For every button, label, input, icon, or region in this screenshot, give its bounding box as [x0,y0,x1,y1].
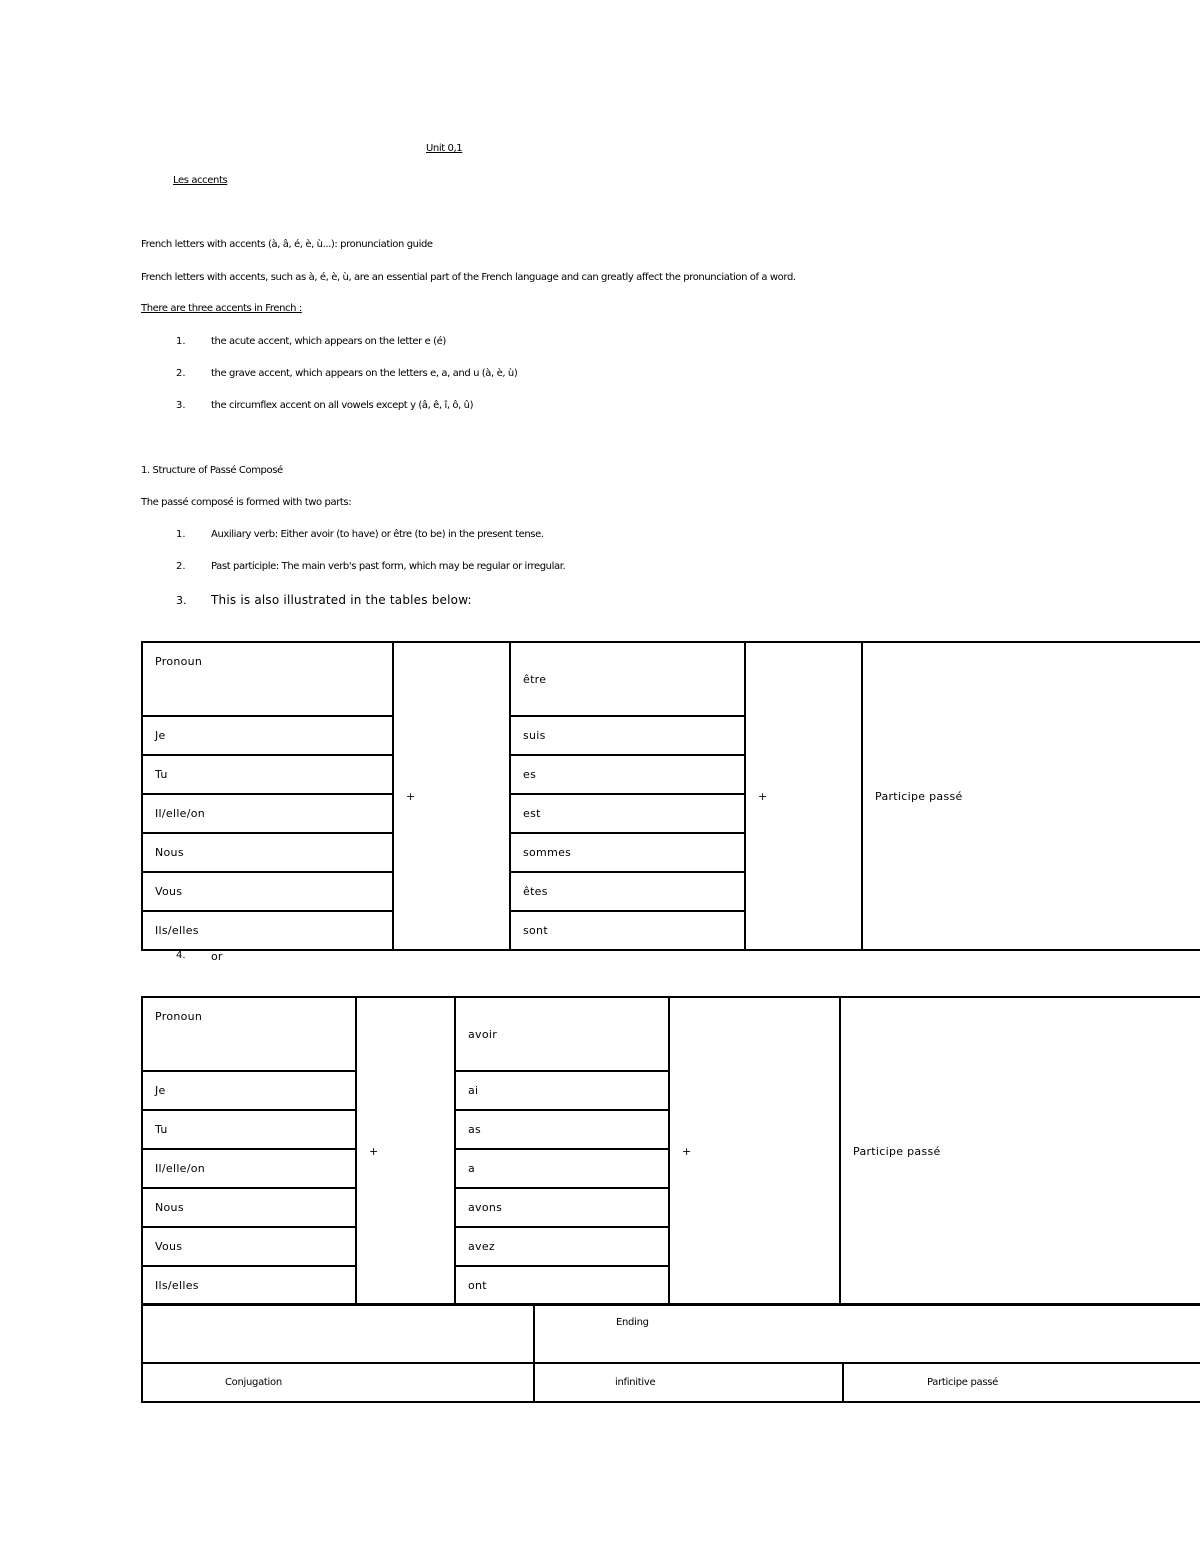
pronoun-cell: Ils/elles [142,1266,356,1305]
verb-form-cell: es [510,755,745,794]
pronoun-cell: Vous [142,1227,356,1266]
list-number: 1. [176,336,186,347]
pronoun-cell: Il/elle/on [142,1149,356,1188]
verb-form-cell: sommes [510,833,745,872]
auxiliary-header: avoir [455,997,669,1071]
list-number: 2. [176,368,186,379]
accents-heading: There are three accents in French : [141,303,302,314]
pronoun-cell: Il/elle/on [142,794,393,833]
verb-form-cell: as [455,1110,669,1149]
conjugation-cell: Conjugation [142,1363,534,1402]
pronoun-cell: Tu [142,1110,356,1149]
verb-form-cell: ont [455,1266,669,1305]
pronoun-cell: Nous [142,1188,356,1227]
list-text: the circumflex accent on all vowels except y (â, ê, î, ô, û) [211,400,474,411]
list-text: or [211,950,223,963]
infinitive-cell: infinitive [534,1363,843,1402]
plus-sign: + [356,997,455,1305]
pronoun-cell: Je [142,1071,356,1110]
list-text: the acute accent, which appears on the letter e (é) [211,336,446,347]
verb-form-cell: avez [455,1227,669,1266]
list-text: the grave accent, which appears on the letters e, a, and u (à, è, ù) [211,368,518,379]
list-number: 3. [176,594,187,607]
pronoun-cell: Tu [142,755,393,794]
pronoun-cell: Vous [142,872,393,911]
ending-table [141,1303,1200,1403]
structure-heading: 1. Structure of Passé Composé [141,465,283,476]
section-title: Les accents [173,175,228,186]
verb-form-cell: suis [510,716,745,755]
plus-sign: + [745,642,862,950]
structure-intro: The passé composé is formed with two parts: [141,497,352,508]
auxiliary-header: être [510,642,745,716]
list-text: Auxiliary verb: Either avoir (to have) or être (to be) in the present tense. [211,529,544,540]
verb-form-cell: êtes [510,872,745,911]
pronoun-cell: Ils/elles [142,911,393,950]
intro-heading: French letters with accents (à, â, é, è, ù...): pronunciation guide [141,239,433,250]
list-number: 4. [176,950,186,961]
avoir-conjugation-table [141,996,1200,1306]
ending-header: Ending [534,1304,1200,1363]
verb-form-cell: a [455,1149,669,1188]
participle-cell: Participe passé [843,1363,1200,1402]
plus-sign: + [669,997,840,1305]
verb-form-cell: sont [510,911,745,950]
empty-cell [142,1304,534,1363]
list-number: 1. [176,529,186,540]
plus-sign: + [393,642,510,950]
list-number: 2. [176,561,186,572]
etre-conjugation-table [141,641,1200,951]
participle-cell: Participe passé [862,642,1200,950]
participle-cell: Participe passé [840,997,1200,1305]
pronoun-header: Pronoun [142,642,393,716]
pronoun-cell: Nous [142,833,393,872]
table-row [142,1363,1200,1402]
verb-form-cell: est [510,794,745,833]
verb-form-cell: avons [455,1188,669,1227]
list-text: This is also illustrated in the tables below: [211,593,472,607]
list-number: 3. [176,400,186,411]
intro-text: French letters with accents, such as à, é, è, ù, are an essential part of the French language and can greatly affect the pronunciation of a word. [141,272,796,283]
list-text: Past participle: The main verb's past form, which may be regular or irregular. [211,561,566,572]
verb-form-cell: ai [455,1071,669,1110]
unit-title: Unit 0,1 [426,143,463,154]
pronoun-cell: Je [142,716,393,755]
pronoun-header: Pronoun [142,997,356,1071]
